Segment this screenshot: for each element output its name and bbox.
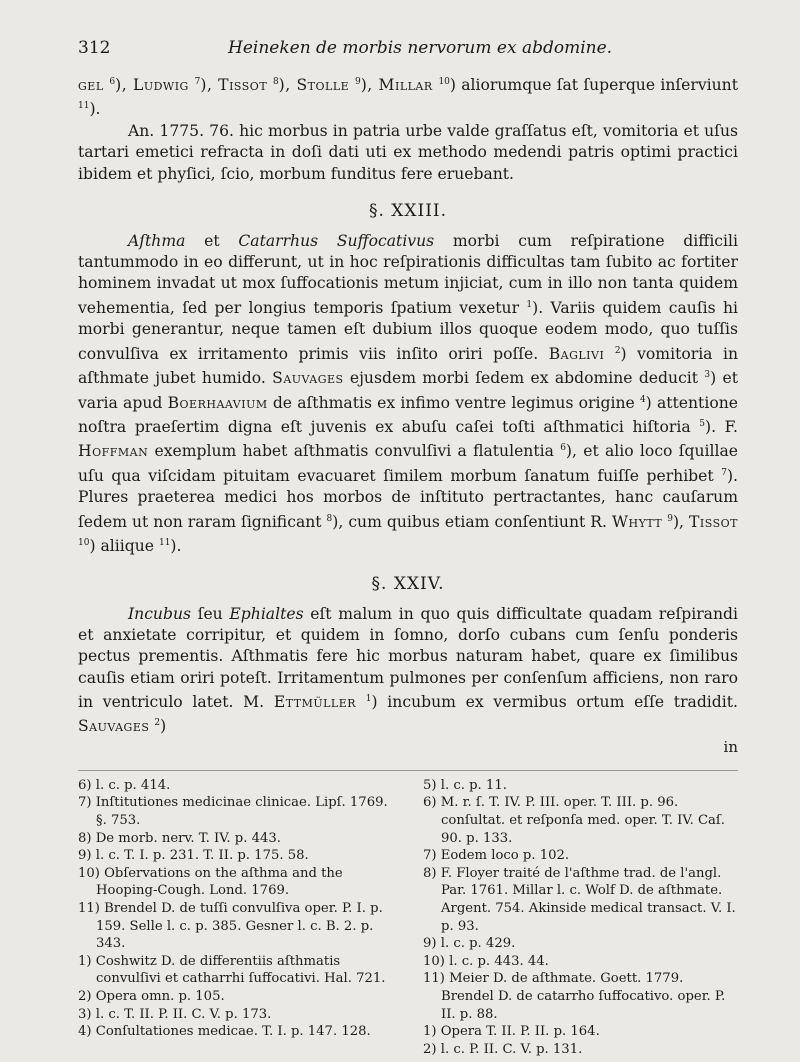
footnote: 2) l. c. P. II. C. V. p. 131. [423,1041,583,1057]
footnotes [78,777,738,1059]
footnote-ref: 11 [78,101,90,112]
catchword: in [723,737,738,756]
text-segment: ) [160,717,167,736]
author-name: Ettmüller [273,693,357,712]
text-segment: ). [89,100,101,119]
footnote-ref: 7 [194,77,201,87]
paragraph-1775: An. 1775. 76. hic morbus in patria urbe valde graſſatus eſt, vomitoria et uſus tartari emetici refracta in doſi dati uti ex methodo medendi patris optimi practici ibidem et phyſici, ſcio, morbum funditus fere eruebant. [78,121,738,183]
footnote: 11) Meier D. de aſthmate. Goett. 1779. Brendel D. de catarrho ſuffocativo. oper. P. II. p. 88. [423,971,726,1022]
text-segment: ). Plures praeterea medici hos morbos de inſtituto pertractantes, hanc cauſarum ſedem ut non raram ſignificant [78,467,738,531]
footnote-ref: 10 [438,77,450,87]
text-segment: ), Stolle [278,76,355,95]
footnotes-left-column [78,777,393,1059]
footnote-ref: 2 [154,718,161,729]
text-segment: ſeu [191,604,230,623]
text-segment: ) attentione noſtra praeſertim digna eſt juvenis ex abuſu caſei toſti aſthmatici hiſtoria [78,393,738,437]
footnote-ref: 9 [667,513,673,524]
text-segment: ), [672,512,690,531]
italic-term: Catarrhus Suffocativus [238,231,435,250]
text-segment: ) aliorumque ſat ſuperque inſerviunt [449,76,738,95]
footnote: 2) Opera omn. p. 105. [78,988,225,1004]
italic-term: Incubus [128,604,192,623]
author-name: Hoffman [78,442,149,461]
text-segment: ). Variis quidem cauſis hi morbi generantur, neque tamen eſt dubium illos quoque eodem modo, quo tuſſis convulſiva ex irritamento primis viis inſito oriri poſſe. [78,298,738,363]
footnote-ref: 2 [614,345,621,356]
text-segment: ), Ludwig [115,76,195,95]
author-name: Boerhaavium [167,393,268,412]
footnotes-right-column [423,777,738,1059]
footnote: 7) Inſtitutiones medicinae clinicae. Lipſ. 1769. §. 753. [78,795,388,829]
footnote: 6) l. c. p. 414. [78,777,171,793]
text-segment: ) et varia apud [78,369,738,412]
section-heading-24: §. XXIV. [371,573,445,594]
text-segment: ), Millar [360,76,439,95]
footnote: 9) l. c. p. 429. [423,936,516,952]
italic-term: Ephialtes [229,604,304,623]
text-segment: ) vomitoria in aſthmate jubet humido. [78,344,738,388]
text-segment: ), et alio loco ſquillae uſu qua viſcidam pituitam evacuaret ſimilem morbum ſanatum fuiſſe perhibet [78,442,738,486]
footnote: 10) l. c. p. 443. 44. [423,953,549,969]
author-name: Tissot [689,512,738,531]
paragraph-incubus [78,604,738,738]
italic-term: Aſthma [128,231,186,250]
footnote-ref: 3 [704,370,711,381]
footnote: 1) Opera T. II. P. II. p. 164. [423,1024,600,1040]
text-segment: morbi cum reſpiratione difficili tantummodo in eo differunt, ut in hoc reſpirationis difficultas tam ſubito ac fortiter hominem invadat ut mox ſuffocationis metum injiciat, cum in illo non tanta quidem vehementia, ſed per longius temporis ſpatium vexetur [78,231,738,317]
footnote-ref: 6 [109,77,116,87]
footnote: 5) l. c. p. 11. [423,777,507,793]
footnote: 7) Eodem loco p. 102. [423,848,570,864]
footnote-ref: 7 [721,467,727,478]
section-heading-23: §. XXIII. [368,200,448,221]
text-segment: gel [78,76,110,95]
author-name: Sauvages [272,369,344,388]
footnote: 11) Brendel D. de tuſſi convulſiva oper. P. I. p. 159. Selle l. c. p. 385. Gesner l. c. B. 2. p. 343. [78,901,383,952]
page-number: 312 [78,38,111,58]
footnote-ref: 8 [326,513,333,524]
footnote-ref: 5 [699,418,705,429]
text-segment: ) aliique [89,537,159,556]
footnote-divider [78,770,738,771]
text-segment: exemplum habet aſthmatis convulſivi a flatulentia [148,442,561,461]
footnote: 6) M. r. ſ. T. IV. P. III. oper. T. III. p. 96. conſultat. et reſponſa med. oper. T. IV. Caſ. 90. p. 133. [423,795,725,846]
footnote-ref: 11 [158,538,171,549]
author-name: Sauvages [78,717,150,736]
text-segment: et [185,231,239,250]
footnote-ref: 1 [365,693,372,704]
paragraph-asthma [78,231,738,558]
text-segment: ), cum quibus etiam conſentiunt R. [332,512,612,531]
text-segment: de aſthmatis ex infimo ventre legimus origine [267,393,640,412]
footnote-ref: 9 [354,77,361,87]
running-header [78,38,738,72]
author-name: Baglivi [548,344,605,363]
footnote-ref: 4 [639,394,646,405]
footnote-ref: 8 [272,77,279,87]
paragraph-continuation [78,72,738,121]
text-segment: ). F. [705,418,738,437]
text-segment: ) incubum ex vermibus ortum eſſe tradidit. [371,693,738,712]
footnote: 9) l. c. T. I. p. 231. T. II. p. 175. 58. [78,848,309,864]
footnote: 8) F. Floyer traité de l'aſthme trad. de l'angl. Par. 1761. Millar l. c. Wolf D. de aſthmate. Argent. 754. Akinside medical transact. V. I. p. 93. [423,865,736,934]
text-segment: ejusdem morbi ſedem ex abdomine deducit [343,369,705,388]
text-segment: ), Tissot [200,76,273,95]
running-title: Heineken de morbis nervorum ex abdomine. [228,38,613,58]
footnote-ref: 10 [78,538,90,549]
footnote: 3) l. c. T. II. P. II. C. V. p. 173. [78,1006,272,1022]
text-segment: ). [170,537,182,556]
footnote: 8) De morb. nerv. T. IV. p. 443. [78,830,281,846]
text-segment: eſt malum in quo quis difficultate quadam reſpirandi et anxietate corripitur, et quidem in ſomno, dorſo cubans cum ſenſu ponderis pectus prementis. Aſthmatis fere hic morbus naturam habet, quare ex ſimilibus cauſis etiam oriri poteſt. Irritamentum pulmones per conſenſum afficiens, non raro in ventriculo latet. M. [78,604,738,712]
footnote: 1) Coshwitz D. de differentiis aſthmatis convulſivi et catharrhi ſuffocativi. Hal. 721. [78,953,386,987]
footnote-ref: 1 [526,299,533,310]
footnote: 10) Obſervations on the aſthma and the Hooping-Cough. Lond. 1769. [78,865,343,899]
author-name: Whytt [611,512,663,531]
footnote-ref: 6 [560,443,566,454]
footnote: 4) Conſultationes medicae. T. I. p. 147. 128. [78,1024,371,1040]
